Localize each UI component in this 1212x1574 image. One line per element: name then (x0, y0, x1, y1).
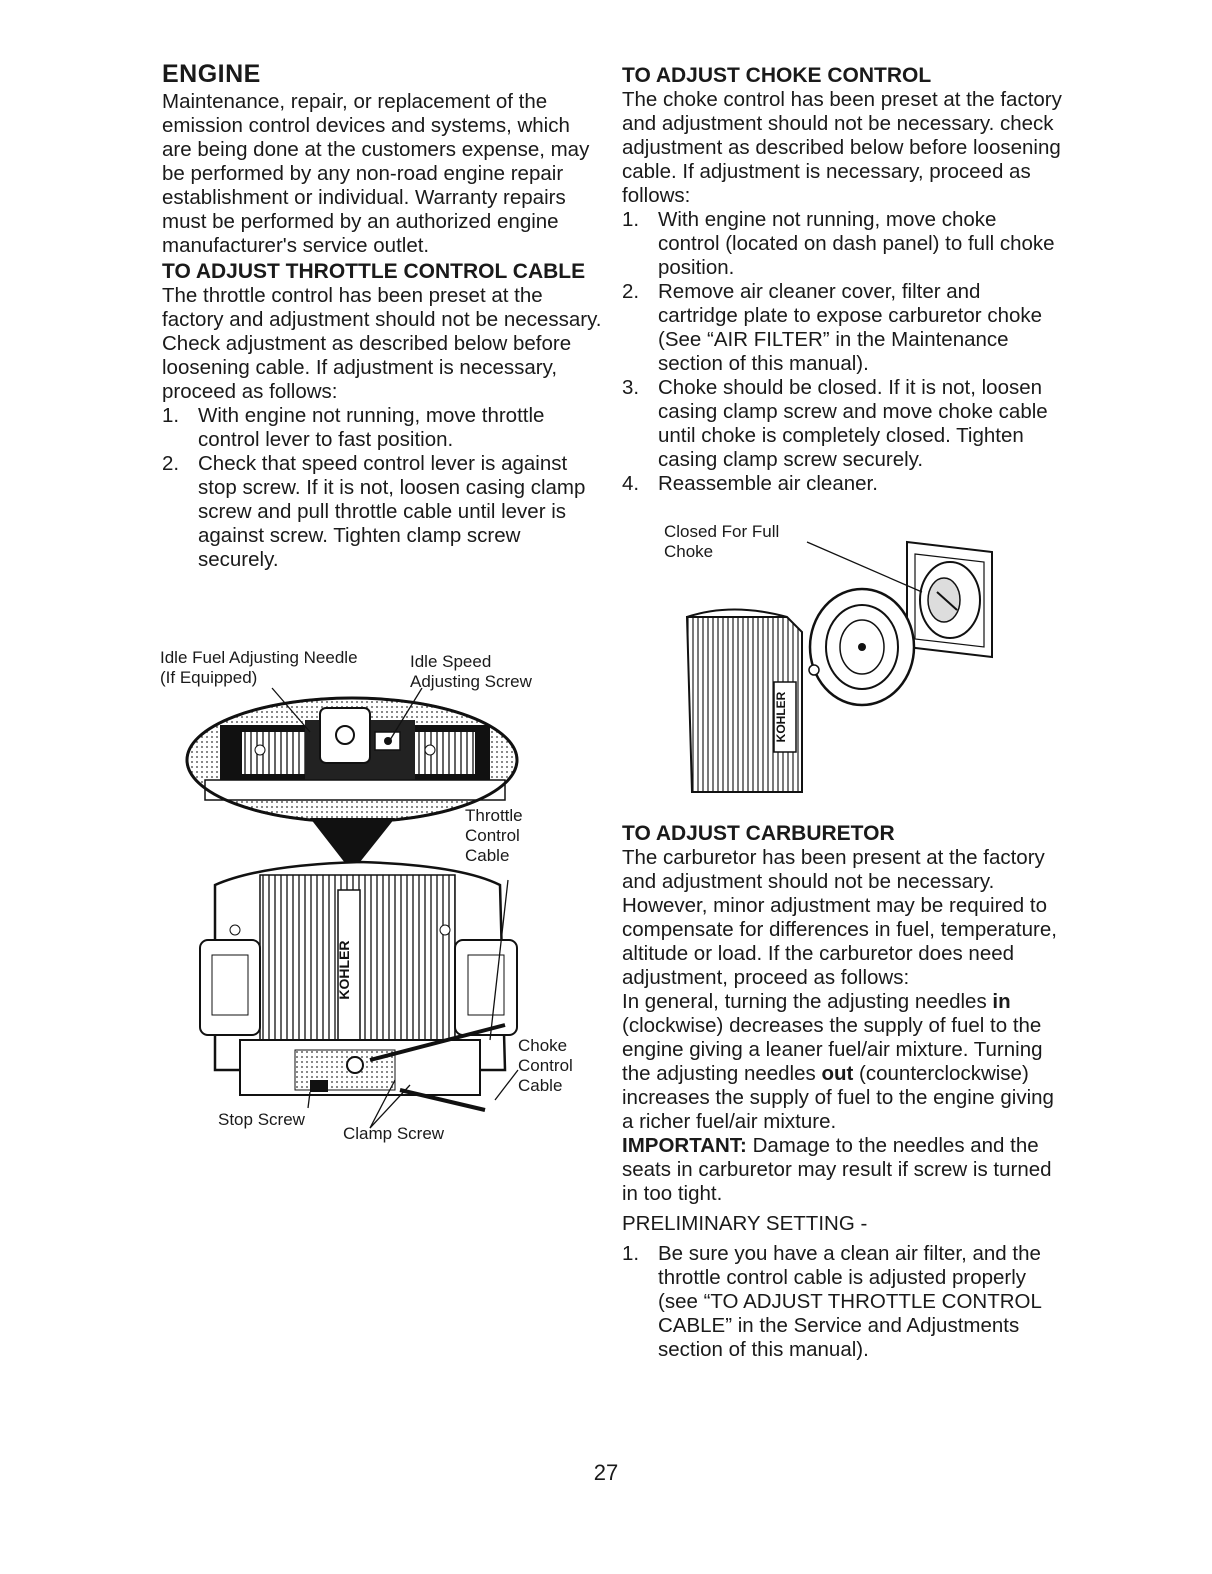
brand-mark-right: KOHLER (774, 691, 788, 743)
label-closed-for-full-choke: Closed For Full Choke (664, 522, 780, 561)
list-item (622, 376, 1062, 472)
throttle-steps (162, 404, 602, 572)
engine-heading: ENGINE (162, 60, 261, 88)
step-text: Remove air cleaner cover, filter and cartridge plate to expose carburetor choke (See “AIR FILTER” in the Maintenance section of this manual). (658, 280, 1043, 375)
engine-paragraph: Maintenance, repair, or replacement of the emission control devices and systems, which are being done at the customers expense, may be performed by any non-road engine repair establishment or individual. Warranty repairs must be performed by an authorized engine manufacturer's service outlet. (162, 90, 590, 257)
step-number: 4. (622, 472, 640, 495)
preliminary-steps (622, 1242, 1062, 1362)
step-text: Check that speed control lever is against stop screw. If it is not, loosen casing clamp screw and pull throttle cable until lever is against screw. Tighten clamp screw securely. (198, 452, 586, 571)
list-item (622, 280, 1062, 376)
step-number: 2. (162, 452, 180, 475)
step-number: 1. (622, 1242, 640, 1265)
label-choke-cable: Choke Control Cable (518, 1036, 573, 1095)
list-item (622, 1242, 1062, 1362)
step-text: Be sure you have a clean air filter, and the throttle control cable is adjusted properly (see “TO ADJUST THROTTLE CONTROL CABLE” in the Service and Adjustments section of this manual). (658, 1242, 1042, 1361)
preliminary-heading: PRELIMINARY SETTING - (622, 1212, 868, 1235)
right-column (622, 60, 1062, 1362)
step-number: 2. (622, 280, 640, 303)
brand-mark-left: KOHLER (336, 940, 352, 1000)
carb-text-2: (clockwise) decreases the supply of fuel to the engine giving a leaner fuel/air mixture. Turning the adjusting needles (622, 1014, 1043, 1085)
step-number: 1. (622, 208, 640, 231)
air-cleaner-illustration (622, 522, 1062, 822)
step-number: 1. (162, 404, 180, 427)
label-stop-screw: Stop Screw (218, 1110, 305, 1129)
carb-text-3: (counterclockwise) increases the supply of fuel to the engine giving a richer fuel/air mixture. (622, 1062, 1054, 1133)
left-column (162, 60, 602, 572)
choke-heading: TO ADJUST CHOKE CONTROL (622, 64, 932, 87)
throttle-intro: The throttle control has been preset at the factory and adjustment should not be necessary. Check adjustment as described below before loosening cable. If adjustment is necessary, proceed as follows: (162, 284, 602, 403)
list-item (622, 472, 1062, 496)
choke-intro: The choke control has been preset at the factory and adjustment should not be necessary. check adjustment as described below before loosening cable. If adjustment is necessary, proceed as follows: (622, 88, 1062, 207)
step-text: Reassemble air cleaner. (658, 472, 878, 495)
step-text: Choke should be closed. If it is not, loosen casing clamp screw and move choke cable until choke is completely closed. Tighten casing clamp screw securely. (658, 376, 1048, 471)
list-item (162, 452, 602, 572)
throttle-heading: TO ADJUST THROTTLE CONTROL CABLE (162, 260, 586, 283)
step-text: With engine not running, move throttle control lever to fast position. (198, 404, 545, 451)
label-idle-fuel: Idle Fuel Adjusting Needle (If Equipped) (160, 648, 358, 687)
air-cleaner-figure (622, 522, 1062, 822)
carb-text-1: In general, turning the adjusting needles (622, 990, 993, 1013)
engine-figure (160, 640, 620, 1150)
important-note (622, 1134, 1062, 1206)
important-label: IMPORTANT: (622, 1134, 747, 1157)
step-number: 3. (622, 376, 640, 399)
label-clamp-screw: Clamp Screw (343, 1124, 445, 1143)
label-throttle-cable: Throttle Control Cable (465, 806, 523, 865)
list-item (162, 404, 602, 452)
choke-steps (622, 208, 1062, 496)
label-idle-speed: Idle Speed Adjusting Screw (410, 652, 532, 691)
carb-in: in (992, 990, 1011, 1013)
page-number: 27 (593, 1460, 619, 1485)
carburetor-general (622, 990, 1062, 1134)
carb-out: out (821, 1062, 854, 1085)
list-item (622, 208, 1062, 280)
step-text: With engine not running, move choke control (located on dash panel) to full choke position. (658, 208, 1055, 279)
carburetor-intro: The carburetor has been present at the factory and adjustment should not be necessary. However, minor adjustment may be required to compensate for differences in fuel, temperature, altitude or load. If the carburetor does need adjustment, proceed as follows: (622, 846, 1057, 989)
carburetor-heading: TO ADJUST CARBURETOR (622, 822, 895, 845)
important-text: Damage to the needles and the seats in carburetor may result if screw is turned in too tight. (622, 1134, 1052, 1205)
